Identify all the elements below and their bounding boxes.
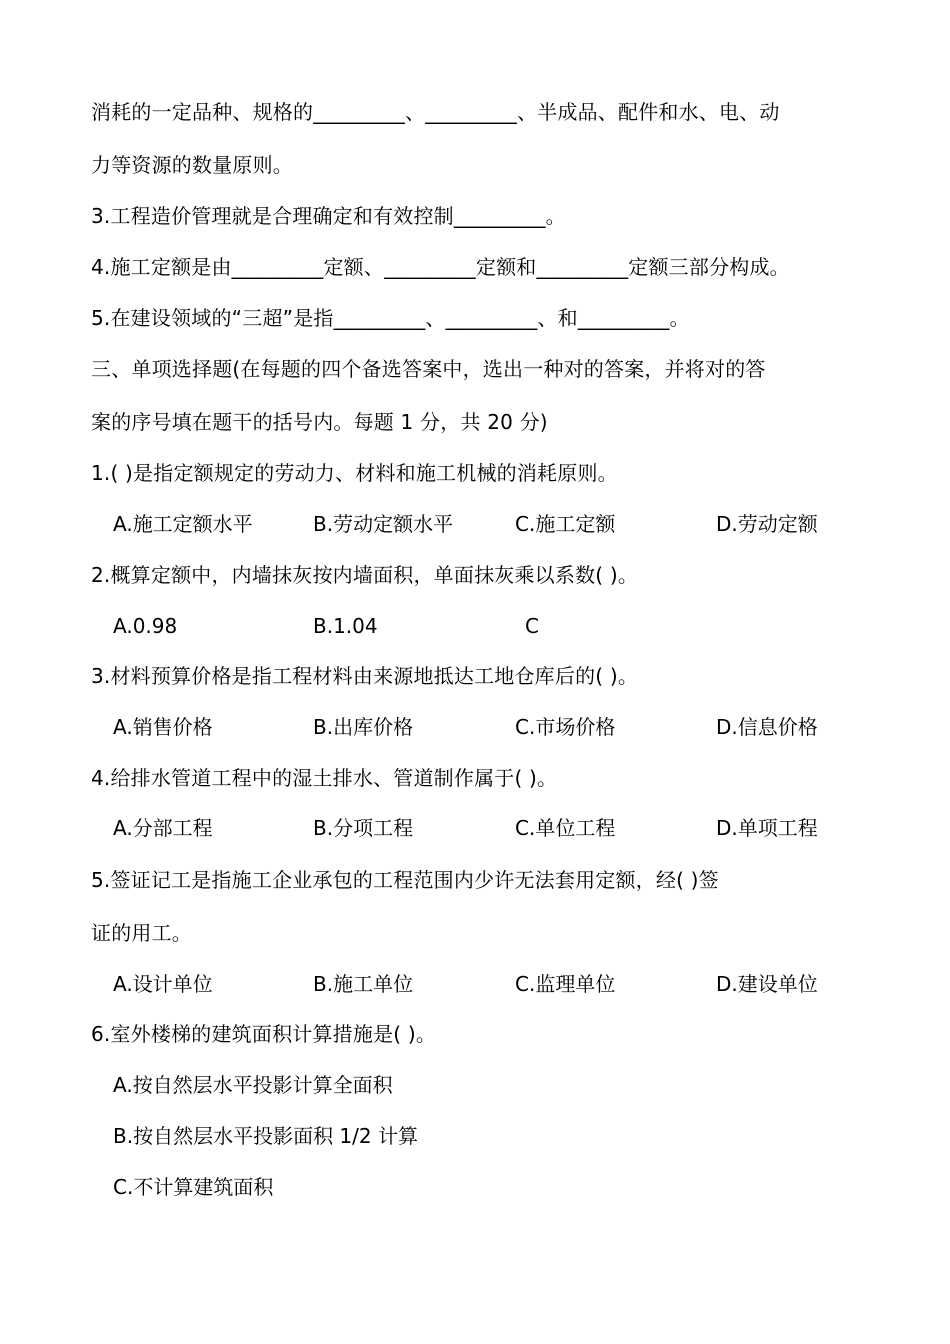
fill-in-question-5: 5.在建设领域的“三超”是指_________、_________、和_________。 bbox=[91, 306, 690, 330]
question-6-option-b: B.按自然层水平投影面积 1/2 计算 bbox=[113, 1124, 418, 1148]
question-1-stem: 1.( )是指定额规定的劳动力、材料和施工机械的消耗原则。 bbox=[91, 461, 618, 485]
fill-in-continuation-line-2: 力等资源的数量原则。 bbox=[91, 153, 293, 177]
question-5-option-a: A.设计单位 bbox=[113, 972, 213, 996]
question-5-option-c: C.监理单位 bbox=[515, 972, 616, 996]
question-5-option-b: B.施工单位 bbox=[313, 972, 414, 996]
fill-in-continuation-line-1: 消耗的一定品种、规格的_________、_________、半成品、配件和水、电、动 bbox=[91, 100, 780, 124]
section-3-heading-line-2: 案的序号填在题干的括号内。每题 1 分，共 20 分) bbox=[91, 410, 548, 434]
question-3-option-d: D.信息价格 bbox=[716, 715, 818, 739]
question-1-option-c: C.施工定额 bbox=[515, 512, 616, 536]
question-1-option-d: D.劳动定额 bbox=[716, 512, 818, 536]
question-3-option-b: B.出库价格 bbox=[313, 715, 414, 739]
question-4-option-a: A.分部工程 bbox=[113, 816, 213, 840]
question-5-stem-continuation: 证的用工。 bbox=[91, 921, 192, 945]
question-1-option-a: A.施工定额水平 bbox=[113, 512, 253, 536]
question-2-stem: 2.概算定额中，内墙抹灰按内墙面积，单面抹灰乘以系数( )。 bbox=[91, 563, 639, 587]
fill-in-question-4: 4.施工定额是由_________定额、_________定额和_________定额三部分构成。 bbox=[91, 255, 790, 279]
question-2-option-b: B.1.04 bbox=[313, 614, 378, 638]
question-6-option-a: A.按自然层水平投影计算全面积 bbox=[113, 1073, 393, 1097]
question-2-option-c: C bbox=[525, 614, 539, 638]
question-2-option-a: A.0.98 bbox=[113, 614, 178, 638]
question-3-option-a: A.销售价格 bbox=[113, 715, 213, 739]
section-3-heading-line-1: 三、单项选择题(在每题的四个备选答案中，选出一种对的答案，并将对的答 bbox=[91, 357, 766, 381]
question-3-stem: 3.材料预算价格是指工程材料由来源地抵达工地仓库后的( )。 bbox=[91, 664, 639, 688]
question-3-option-c: C.市场价格 bbox=[515, 715, 616, 739]
question-5-stem: 5.签证记工是指施工企业承包的工程范围内少许无法套用定额，经( )签 bbox=[91, 868, 719, 892]
question-5-option-d: D.建设单位 bbox=[716, 972, 818, 996]
question-4-stem: 4.给排水管道工程中的湿土排水、管道制作属于( )。 bbox=[91, 766, 558, 790]
question-4-option-d: D.单项工程 bbox=[716, 816, 818, 840]
question-4-option-b: B.分项工程 bbox=[313, 816, 414, 840]
question-4-option-c: C.单位工程 bbox=[515, 816, 616, 840]
fill-in-question-3: 3.工程造价管理就是合理确定和有效控制_________。 bbox=[91, 204, 566, 228]
question-6-option-c: C.不计算建筑面积 bbox=[113, 1175, 274, 1199]
question-6-stem: 6.室外楼梯的建筑面积计算措施是( )。 bbox=[91, 1022, 437, 1046]
question-1-option-b: B.劳动定额水平 bbox=[313, 512, 454, 536]
